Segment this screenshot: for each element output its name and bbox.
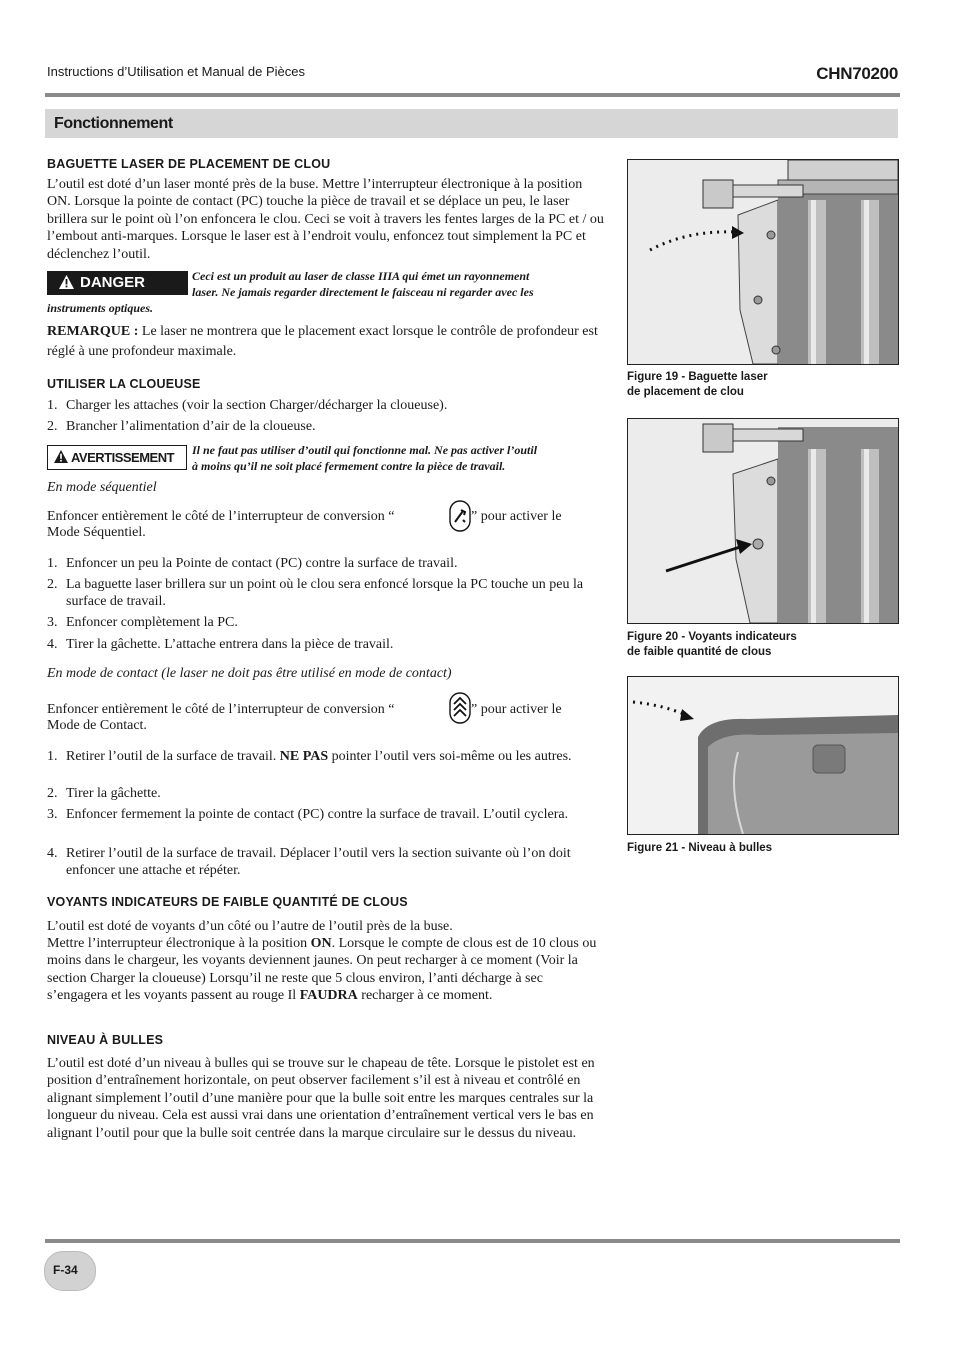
contact-instruction: Enfoncer entièrement le côté de l’interrupteur de conversion “ ” pour activer le Mode de Contact. [47, 692, 607, 735]
remark: REMARQUE : Le laser ne montrera que le placement exact lorsque le contrôle de profondeur est réglé à une profondeur maximale. [47, 324, 598, 359]
sequential-mode-icon [449, 500, 471, 538]
contact-mode-label: En mode de contact (le laser ne doit pas être utilisé en mode de contact) [47, 666, 452, 681]
use-heading: UTILISER LA CLOUEUSE [47, 377, 201, 391]
model-number: CHN70200 [816, 64, 898, 83]
list-item: 2. Tirer la gâchette. [47, 786, 161, 801]
list-item: 1. Enfoncer un peu la Pointe de contact (PC) contre la surface de travail. [47, 556, 458, 571]
figure-21-image [627, 676, 899, 835]
top-divider [45, 93, 900, 97]
section-title: Fonctionnement [54, 115, 173, 132]
lights-heading: VOYANTS INDICATEURS DE FAIBLE QUANTITÉ DE CLOUS [47, 895, 408, 909]
list-item: 2. La baguette laser brillera sur un point où le clou sera enfoncé lorsque la PC touche un peu la surface de travail. [47, 577, 584, 609]
danger-badge [47, 271, 188, 295]
list-item: 2. Brancher l’alimentation d’air de la cloueuse. [47, 419, 316, 434]
avertissement-text: Il ne faut pas utiliser d’outil qui fonctionne mal. Ne pas activer l’outil à moins qu’il ne soit placé fermement contre la pièce de travail. [192, 443, 538, 473]
list-item: 3. Enfoncer complètement la PC. [47, 615, 238, 630]
warning-triangle-icon [59, 275, 74, 294]
seq-instruction: Enfoncer entièrement le côté de l’interrupteur de conversion “ ” pour activer le Mode Séquentiel. [47, 500, 607, 542]
figure-19-image [627, 159, 899, 365]
figure-20-caption: Figure 20 - Voyants indicateurs de faible quantité de clous [627, 631, 797, 658]
list-item: 1. Retirer l’outil de la surface de travail. NE PAS pointer l’outil vers soi-même ou les autres. [47, 749, 572, 764]
figure-19-caption: Figure 19 - Baguette laser de placement de clou [627, 371, 768, 398]
list-item: 4. Retirer l’outil de la surface de travail. Déplacer l’outil vers la section suivante où l’on doit enfoncer une attache et répéter. [47, 846, 571, 878]
section-bar [45, 109, 898, 138]
list-item: 3. Enfoncer fermement la pointe de contact (PC) contre la surface de travail. L’outil cyclera. [47, 807, 569, 822]
warning-triangle-icon [54, 450, 68, 468]
document-title: Instructions d’Utilisation et Manual de Pièces [47, 64, 305, 79]
contact-mode-icon [449, 692, 471, 730]
page-number: F-34 [53, 1263, 78, 1277]
avertissement-label: AVERTISSEMENT [71, 450, 175, 465]
avertissement-badge [47, 445, 187, 470]
laser-heading: BAGUETTE LASER DE PLACEMENT DE CLOU [47, 157, 331, 171]
list-item: 1. Charger les attaches (voir la section Charger/décharger la cloueuse). [47, 398, 448, 413]
page-number-badge [44, 1251, 96, 1291]
laser-body: L’outil est doté d’un laser monté près de la buse. Mettre l’interrupteur électronique à la position ON. Lorsque la pointe de contact (PC) touche la pièce de travail et se déplace un peu, le laser brillera sur le point où l’on enfoncera le clou. Ceci se voit à travers les fentes larges de la PC et / ou l’embout anti-marques. Lorsque le laser est à l’endroit voulu, enfoncez tout simplement la PC et déclenchez l’outil. [47, 177, 604, 262]
lights-body: L’outil est doté de voyants d’un côté ou l’autre de l’outil près de la buse. Mettre l’interrupteur électronique à la position ON. Lorsque le compte de clous est de 10 clous ou moins dans le chargeur, les voyants deviennent jaunes. On peut recharger à ce moment (Voir la section Charger la cloueuse) Lorsqu’il ne reste que 5 clous environ, l’anti décharge à sec s’engagera et les voyants passent au rouge Il FAUDRA recharger à ce moment. [47, 919, 597, 1003]
list-item: 4. Tirer la gâchette. L’attache entrera dans la pièce de travail. [47, 637, 394, 652]
bottom-divider [45, 1239, 900, 1243]
figure-20-image [627, 418, 899, 624]
danger-label: DANGER [80, 274, 146, 291]
danger-text-b: instruments optiques. [47, 301, 154, 315]
seq-mode-label: En mode séquentiel [47, 480, 157, 495]
danger-text-a: Ceci est un produit au laser de classe IIIA qui émet un rayonnement laser. Ne jamais regarder directement le faisceau ni regarder avec les [192, 269, 534, 299]
figure-21-caption: Figure 21 - Niveau à bulles [627, 842, 773, 854]
level-heading: NIVEAU À BULLES [47, 1033, 164, 1047]
level-body: L’outil est doté d’un niveau à bulles qui se trouve sur le chapeau de tête. Lorsque le pistolet est en position d’entraînement horizontale, on peut observer facilement s’il est à niveau et contrôlé en alignant simplement l’outil d’une manière pour que la bulle soit entre les marques centrales sur la longueur du niveau. Cela est aussi vrai dans une orientation d’entraînement vertical vers le bas en alignant l’outil pour que la bulle soit centrée dans la marque circulaire sur le dessus du niveau. [47, 1056, 595, 1141]
